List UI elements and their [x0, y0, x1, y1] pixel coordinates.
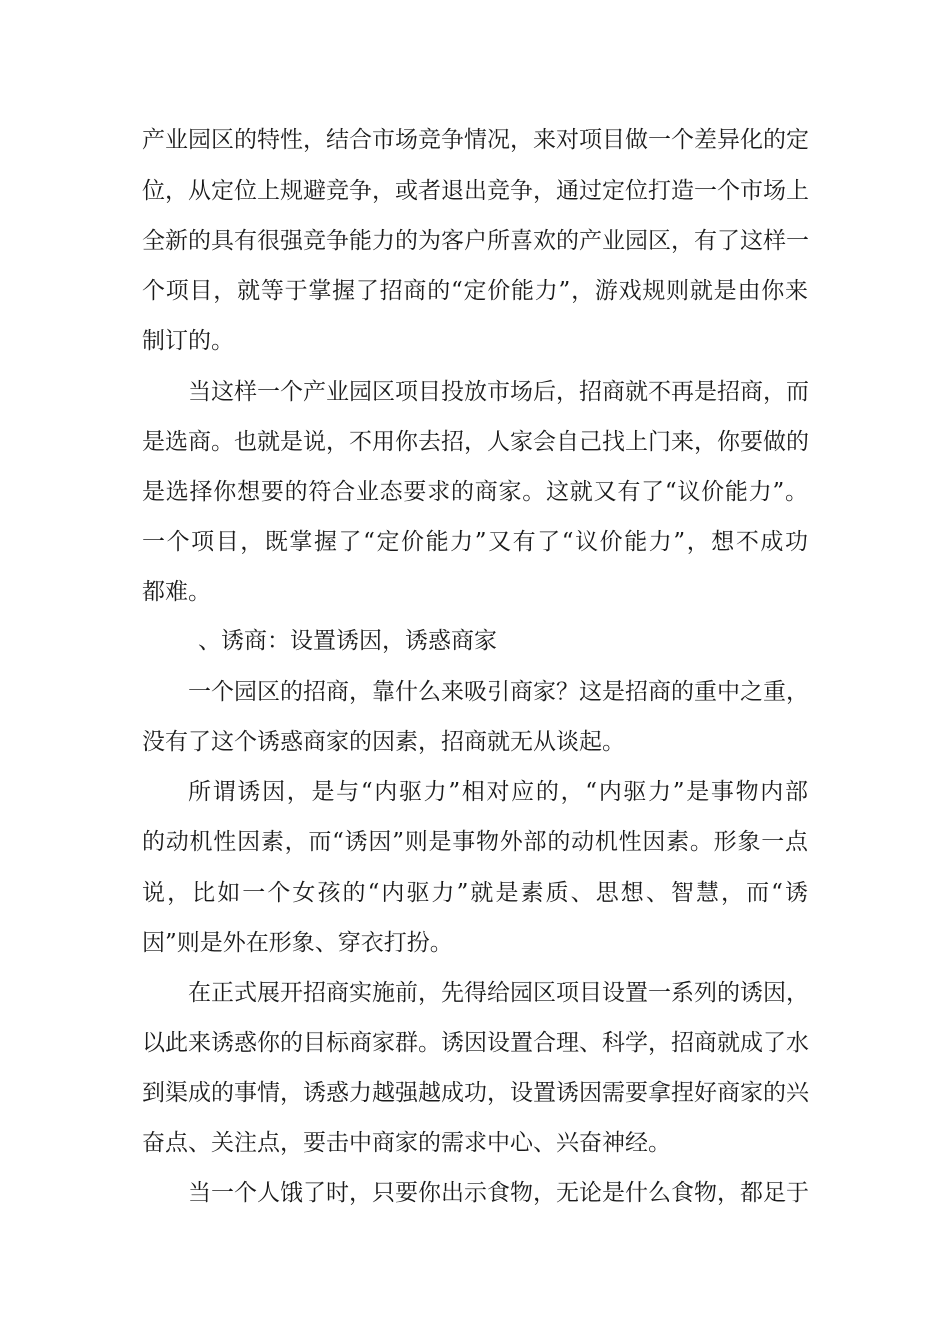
- text-line: 奋点、关注点，要击中商家的需求中心、兴奋神经。: [142, 1130, 671, 1156]
- text-line: 没有了这个诱惑商家的因素，招商就无从谈起。: [142, 729, 625, 755]
- text-line: 说，比如一个女孩的“内驱力”就是素质、思想、智慧，而“诱: [142, 880, 808, 906]
- text-line: 因”则是外在形象、穿衣打扮。: [142, 930, 453, 956]
- text-line: 当一个人饿了时，只要你出示食物，无论是什么食物，都足于: [188, 1180, 809, 1206]
- text-line: 制订的。: [142, 328, 234, 354]
- text-line: 的动机性因素，而“诱因”则是事物外部的动机性因素。形象一点: [142, 829, 808, 855]
- text-line: 是选商。也就是说，不用你去招，人家会自己找上门来，你要做的: [142, 429, 809, 455]
- text-line: 所谓诱因，是与“内驱力”相对应的，“内驱力”是事物内部: [188, 779, 808, 805]
- text-line: 个项目，就等于掌握了招商的“定价能力”，游戏规则就是由你来: [142, 278, 808, 304]
- text-line: 一个园区的招商，靠什么来吸引商家？这是招商的重中之重，: [188, 679, 809, 705]
- text-line: 位，从定位上规避竞争，或者退出竞争，通过定位打造一个市场上: [142, 178, 809, 204]
- text-line: 一个项目，既掌握了“定价能力”又有了“议价能力”，想不成功: [142, 529, 808, 555]
- text-line: 全新的具有很强竞争能力的为客户所喜欢的产业园区，有了这样一: [142, 228, 809, 254]
- text-line: 是选择你想要的符合业态要求的商家。这就又有了“议价能力”。: [142, 479, 808, 505]
- text-line: 产业园区的特性，结合市场竞争情况，来对项目做一个差异化的定: [142, 127, 809, 153]
- section-heading: 、诱商：设置诱因，诱惑商家: [198, 628, 497, 654]
- text-line: 在正式展开招商实施前，先得给园区项目设置一系列的诱因，: [188, 980, 809, 1006]
- text-line: 都难。: [142, 579, 211, 605]
- text-line: 以此来诱惑你的目标商家群。诱因设置合理、科学，招商就成了水: [142, 1030, 809, 1056]
- text-line: 当这样一个产业园区项目投放市场后，招商就不再是招商，而: [188, 379, 809, 405]
- text-line: 到渠成的事情，诱惑力越强越成功，设置诱因需要拿捏好商家的兴: [142, 1080, 809, 1106]
